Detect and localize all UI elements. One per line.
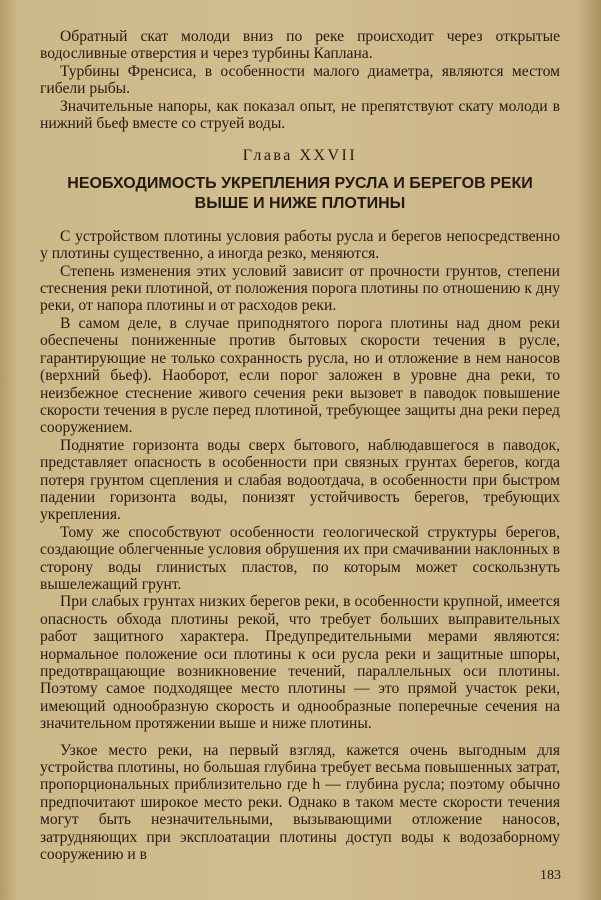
body-paragraph: Степень изменения этих условий зависит от прочности грунтов, степени стеснения реки плотиной, от положения порога плотины по отношению к дну реки, от напора плотины и от расходов реки.	[40, 262, 560, 315]
body-paragraph: Узкое место реки, на первый взгляд, кажется очень выгодным для устройства плотины, но большая глубина требует весьма повышенных затрат, пропорциональных приблизительно где h — глубина русла; поэтому обычно предпочитают широкое место реки. Однако в таком месте скорости течения могут быть незначительными, вызывающими отложение наносов, затрудняющих при эксплоатации плотины доступ воды к водозаборному сооружению и в	[40, 741, 560, 864]
chapter-number: Глава XXVII	[242, 147, 358, 165]
body-paragraph: Поднятие горизонта воды сверх бытового, наблюдавшегося в паводок, представляет опасность в особенности при связных грунтах берегов, когда потеря грунтом сцепления и слабая водоотдача, в особенности при быстром падении горизонта воды, понизят устойчивость берегов, требующих укрепления.	[40, 436, 560, 524]
chapter-title-line: ВЫШЕ И НИЖЕ ПЛОТИНЫ	[194, 194, 406, 212]
text-column	[40, 28, 560, 863]
page-number: 183	[540, 868, 561, 883]
body-paragraph: С устройством плотины условия работы русла и берегов непосредственно у плотины существенно, а иногда резко, меняются.	[40, 227, 560, 263]
intro-paragraph: Обратный скат молоди вниз по реке происходит через открытые водосливные отверстия и через турбины Каплана.	[40, 28, 560, 63]
chapter-title	[40, 174, 560, 214]
intro-paragraph: Значительные напоры, как показал опыт, не препятствуют скату молоди в нижний бьеф вместе со струей воды.	[40, 97, 560, 133]
chapter-title-line: НЕОБХОДИМОСТЬ УКРЕПЛЕНИЯ РУСЛА И БЕРЕГОВ РЕКИ	[67, 174, 533, 192]
body-paragraph: При слабых грунтах низких берегов реки, в особенности крупной, имеется опасность обхода плотины рекой, что требует больших выправительных работ защитного характера. Предупредительными мерами являются: нормальное положение оси плотины к оси русла реки и защитные шпоры, предотвращающие возникновение течений, параллельных оси плотины. Поэтому самое подходящее место плотины — это прямой участок реки, имеющий однообразную скорость и однообразные поперечные сечения на значительном протяжении выше и ниже плотины.	[40, 593, 560, 733]
intro-paragraph: Турбины Френсиса, в особенности малого диаметра, являются местом гибели рыбы.	[40, 62, 560, 98]
body-paragraph: В самом деле, в случае приподнятого порога плотины над дном реки обеспечены пониженные против бытовых скорости течения в русле, гарантирующие не только сохранность русла, но и отложение в нем наносов (верхний бьеф). Наоборот, если порог заложен в уровне дна реки, то неизбежное стеснение живого сечения реки вызовет в паводок повышение скорости течения в русле перед плотиной, требующее защиты дна реки перед сооружением.	[40, 314, 560, 437]
body-paragraph: Тому же способствуют особенности геологической структуры берегов, создающие облегченные условия обрушения их при смачивании наклонных в сторону воды глинистых пластов, по которым может соскользнуть вышележащий грунт.	[40, 523, 560, 593]
